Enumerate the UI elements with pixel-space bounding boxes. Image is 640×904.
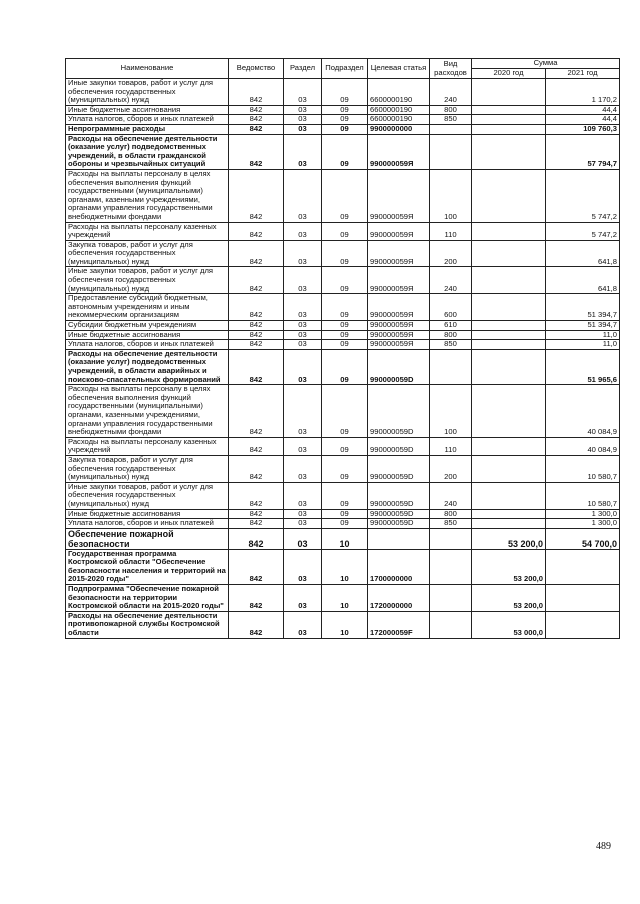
row-subsection: 09	[322, 240, 368, 267]
row-dept: 842	[229, 585, 284, 612]
row-subsection: 09	[322, 385, 368, 438]
row-target: 6600000190	[368, 105, 430, 115]
row-section: 03	[284, 437, 322, 455]
table-row	[66, 549, 620, 584]
row-dept: 842	[229, 222, 284, 240]
row-sum-2021: 51 394,7	[546, 294, 620, 321]
header-name: Наименование	[66, 59, 229, 79]
row-subsection: 09	[322, 134, 368, 169]
row-name: Иные бюджетные ассигнования	[66, 509, 229, 519]
row-type	[430, 528, 472, 549]
row-sum-2020	[472, 105, 546, 115]
table-row	[66, 124, 620, 134]
table-row	[66, 169, 620, 222]
row-type: 110	[430, 437, 472, 455]
row-sum-2021: 51 965,6	[546, 349, 620, 384]
row-subsection: 09	[322, 79, 368, 106]
row-sum-2020: 53 200,0	[472, 528, 546, 549]
row-sum-2020	[472, 124, 546, 134]
row-target: 990000059Я	[368, 134, 430, 169]
row-section: 03	[284, 330, 322, 340]
row-target: 990000059Я	[368, 267, 430, 294]
row-name: Подпрограмма "Обеспечение пожарной безопасности на территории Костромской области на 2015-2020 годы"	[66, 585, 229, 612]
table-row	[66, 455, 620, 482]
row-section: 03	[284, 611, 322, 638]
table-row	[66, 611, 620, 638]
header-2020: 2020 год	[472, 69, 546, 79]
row-sum-2021: 10 580,7	[546, 482, 620, 509]
row-sum-2020	[472, 321, 546, 331]
row-target: 990000059D	[368, 509, 430, 519]
header-type: Вид расходов	[430, 59, 472, 79]
table-row	[66, 294, 620, 321]
header-section: Раздел	[284, 59, 322, 79]
row-subsection: 09	[322, 294, 368, 321]
row-name: Иные закупки товаров, работ и услуг для обеспечения государственных (муниципальных) нужд	[66, 482, 229, 509]
row-target: 1700000000	[368, 549, 430, 584]
row-name: Государственная программа Костромской области "Обеспечение безопасности населения и территорий на 2015-2020 годы"	[66, 549, 229, 584]
row-sum-2020	[472, 455, 546, 482]
row-sum-2021	[546, 585, 620, 612]
row-section: 03	[284, 528, 322, 549]
row-subsection: 10	[322, 549, 368, 584]
row-dept: 842	[229, 349, 284, 384]
row-type: 100	[430, 169, 472, 222]
table-row	[66, 267, 620, 294]
row-section: 03	[284, 585, 322, 612]
row-target: 990000059D	[368, 437, 430, 455]
table-row	[66, 385, 620, 438]
row-target: 1720000000	[368, 585, 430, 612]
row-section: 03	[284, 349, 322, 384]
row-sum-2020	[472, 240, 546, 267]
row-name: Расходы на обеспечение деятельности (оказание услуг) подведомственных учреждений, в области аварийных и поисково-спасательных формирований	[66, 349, 229, 384]
row-name: Уплата налогов, сборов и иных платежей	[66, 115, 229, 125]
row-dept: 842	[229, 169, 284, 222]
row-dept: 842	[229, 437, 284, 455]
row-subsection: 09	[322, 115, 368, 125]
row-sum-2021: 10 580,7	[546, 455, 620, 482]
table-body	[66, 79, 620, 639]
row-dept: 842	[229, 385, 284, 438]
row-subsection: 09	[322, 482, 368, 509]
row-sum-2021: 44,4	[546, 115, 620, 125]
row-section: 03	[284, 267, 322, 294]
row-subsection: 09	[322, 437, 368, 455]
row-target: 9900000000	[368, 124, 430, 134]
table-row	[66, 349, 620, 384]
row-target: 990000059D	[368, 455, 430, 482]
budget-table	[65, 58, 620, 639]
row-dept: 842	[229, 115, 284, 125]
row-sum-2020	[472, 79, 546, 106]
row-target: 990000059D	[368, 385, 430, 438]
row-sum-2021: 1 300,0	[546, 509, 620, 519]
row-dept: 842	[229, 124, 284, 134]
row-sum-2021: 5 747,2	[546, 169, 620, 222]
row-name: Расходы на выплаты персоналу казенных учреждений	[66, 437, 229, 455]
row-sum-2020: 53 200,0	[472, 585, 546, 612]
row-subsection: 10	[322, 585, 368, 612]
row-subsection: 09	[322, 340, 368, 350]
table-row	[66, 509, 620, 519]
row-sum-2021: 44,4	[546, 105, 620, 115]
row-subsection: 09	[322, 519, 368, 529]
row-target: 990000059Я	[368, 240, 430, 267]
row-type	[430, 611, 472, 638]
row-type: 200	[430, 455, 472, 482]
row-name: Уплата налогов, сборов и иных платежей	[66, 519, 229, 529]
row-target: 990000059D	[368, 482, 430, 509]
row-sum-2020	[472, 437, 546, 455]
row-subsection: 09	[322, 124, 368, 134]
table-row	[66, 519, 620, 529]
row-sum-2021: 54 700,0	[546, 528, 620, 549]
row-type: 100	[430, 385, 472, 438]
row-sum-2020	[472, 349, 546, 384]
row-name: Расходы на обеспечение деятельности (оказание услуг) подведомственных учреждений, в области гражданской обороны и чрезвычайных ситуаций	[66, 134, 229, 169]
header-target: Целевая статья	[368, 59, 430, 79]
row-sum-2021: 641,8	[546, 267, 620, 294]
row-subsection: 09	[322, 321, 368, 331]
row-section: 03	[284, 115, 322, 125]
row-section: 03	[284, 169, 322, 222]
row-subsection: 09	[322, 169, 368, 222]
table-row	[66, 105, 620, 115]
row-target: 990000059Я	[368, 169, 430, 222]
table-row	[66, 134, 620, 169]
table-row	[66, 437, 620, 455]
row-subsection: 09	[322, 330, 368, 340]
table-row	[66, 340, 620, 350]
row-type	[430, 124, 472, 134]
row-type: 850	[430, 340, 472, 350]
row-type	[430, 349, 472, 384]
row-sum-2020	[472, 115, 546, 125]
row-subsection: 09	[322, 267, 368, 294]
table-row	[66, 115, 620, 125]
row-sum-2021: 1 170,2	[546, 79, 620, 106]
row-dept: 842	[229, 340, 284, 350]
row-sum-2021: 641,8	[546, 240, 620, 267]
table-header	[66, 59, 620, 79]
row-type: 610	[430, 321, 472, 331]
row-sum-2020	[472, 482, 546, 509]
table-row	[66, 79, 620, 106]
header-subsection: Подраздел	[322, 59, 368, 79]
row-name: Иные закупки товаров, работ и услуг для обеспечения государственных (муниципальных) нужд	[66, 79, 229, 106]
row-target: 6600000190	[368, 115, 430, 125]
row-dept: 842	[229, 105, 284, 115]
row-sum-2020	[472, 134, 546, 169]
row-sum-2021: 11,0	[546, 330, 620, 340]
row-subsection: 10	[322, 611, 368, 638]
row-type: 240	[430, 482, 472, 509]
row-dept: 842	[229, 330, 284, 340]
row-name: Обеспечение пожарной безопасности	[66, 528, 229, 549]
row-sum-2020	[472, 222, 546, 240]
table-row	[66, 321, 620, 331]
row-type: 800	[430, 509, 472, 519]
row-type: 240	[430, 79, 472, 106]
row-subsection: 09	[322, 509, 368, 519]
row-target: 6600000190	[368, 79, 430, 106]
row-type: 850	[430, 519, 472, 529]
row-dept: 842	[229, 321, 284, 331]
row-section: 03	[284, 519, 322, 529]
row-sum-2020	[472, 509, 546, 519]
row-section: 03	[284, 222, 322, 240]
row-sum-2021: 40 084,9	[546, 437, 620, 455]
row-type	[430, 549, 472, 584]
row-section: 03	[284, 105, 322, 115]
row-dept: 842	[229, 240, 284, 267]
table-row	[66, 585, 620, 612]
row-subsection: 09	[322, 455, 368, 482]
row-type: 800	[430, 330, 472, 340]
row-sum-2021: 40 084,9	[546, 385, 620, 438]
row-section: 03	[284, 79, 322, 106]
row-sum-2020	[472, 267, 546, 294]
row-section: 03	[284, 124, 322, 134]
row-dept: 842	[229, 549, 284, 584]
row-dept: 842	[229, 267, 284, 294]
row-target: 990000059Я	[368, 340, 430, 350]
row-section: 03	[284, 455, 322, 482]
row-sum-2021: 1 300,0	[546, 519, 620, 529]
row-type: 200	[430, 240, 472, 267]
row-dept: 842	[229, 294, 284, 321]
row-name: Субсидии бюджетным учреждениям	[66, 321, 229, 331]
row-sum-2021	[546, 611, 620, 638]
row-sum-2021: 51 394,7	[546, 321, 620, 331]
row-section: 03	[284, 549, 322, 584]
row-target: 990000059Я	[368, 321, 430, 331]
row-section: 03	[284, 509, 322, 519]
row-sum-2021	[546, 549, 620, 584]
row-name: Расходы на обеспечение деятельности противопожарной службы Костромской области	[66, 611, 229, 638]
row-target: 990000059Я	[368, 222, 430, 240]
row-dept: 842	[229, 482, 284, 509]
row-target	[368, 528, 430, 549]
row-dept: 842	[229, 519, 284, 529]
row-name: Закупка товаров, работ и услуг для обеспечения государственных (муниципальных) нужд	[66, 240, 229, 267]
row-subsection: 09	[322, 222, 368, 240]
row-sum-2020	[472, 385, 546, 438]
page-number: 489	[596, 841, 611, 852]
row-sum-2021: 5 747,2	[546, 222, 620, 240]
row-dept: 842	[229, 455, 284, 482]
row-dept: 842	[229, 509, 284, 519]
row-section: 03	[284, 321, 322, 331]
row-sum-2020	[472, 294, 546, 321]
row-type	[430, 585, 472, 612]
table-row	[66, 222, 620, 240]
row-section: 03	[284, 482, 322, 509]
header-sum: Сумма	[472, 59, 620, 69]
row-sum-2021: 11,0	[546, 340, 620, 350]
row-section: 03	[284, 294, 322, 321]
row-type: 800	[430, 105, 472, 115]
row-name: Иные бюджетные ассигнования	[66, 105, 229, 115]
row-name: Расходы на выплаты персоналу в целях обеспечения выполнения функций государственными (муниципальными) органами, казенными учреждениями, органами управления государственными внебюджетными фондами	[66, 169, 229, 222]
row-type: 600	[430, 294, 472, 321]
row-target: 172000059F	[368, 611, 430, 638]
row-name: Расходы на выплаты персоналу казенных учреждений	[66, 222, 229, 240]
row-target: 990000059D	[368, 349, 430, 384]
header-dept: Ведомство	[229, 59, 284, 79]
row-target: 990000059D	[368, 519, 430, 529]
row-sum-2020	[472, 169, 546, 222]
row-section: 03	[284, 240, 322, 267]
row-type: 850	[430, 115, 472, 125]
row-name: Закупка товаров, работ и услуг для обеспечения государственных (муниципальных) нужд	[66, 455, 229, 482]
row-name: Непрограммные расходы	[66, 124, 229, 134]
table-row	[66, 240, 620, 267]
row-type: 240	[430, 267, 472, 294]
header-2021: 2021 год	[546, 69, 620, 79]
row-target: 990000059Я	[368, 294, 430, 321]
row-sum-2020: 53 000,0	[472, 611, 546, 638]
row-dept: 842	[229, 611, 284, 638]
row-subsection: 09	[322, 349, 368, 384]
row-target: 990000059Я	[368, 330, 430, 340]
row-sum-2020: 53 200,0	[472, 549, 546, 584]
row-type: 110	[430, 222, 472, 240]
row-name: Иные бюджетные ассигнования	[66, 330, 229, 340]
row-subsection: 09	[322, 105, 368, 115]
row-name: Иные закупки товаров, работ и услуг для обеспечения государственных (муниципальных) нужд	[66, 267, 229, 294]
row-section: 03	[284, 340, 322, 350]
row-sum-2020	[472, 330, 546, 340]
table-row	[66, 528, 620, 549]
row-sum-2020	[472, 340, 546, 350]
table-row	[66, 330, 620, 340]
row-name: Предоставление субсидий бюджетным, автономным учреждениям и иным некоммерческим организациям	[66, 294, 229, 321]
row-type	[430, 134, 472, 169]
row-sum-2021: 109 760,3	[546, 124, 620, 134]
row-subsection: 10	[322, 528, 368, 549]
row-name: Уплата налогов, сборов и иных платежей	[66, 340, 229, 350]
row-sum-2021: 57 794,7	[546, 134, 620, 169]
row-dept: 842	[229, 79, 284, 106]
table-row	[66, 482, 620, 509]
row-section: 03	[284, 385, 322, 438]
row-section: 03	[284, 134, 322, 169]
row-name: Расходы на выплаты персоналу в целях обеспечения выполнения функций государственными (муниципальными) органами, казенными учреждениями, органами управления государственными внебюджетными фондами	[66, 385, 229, 438]
row-dept: 842	[229, 134, 284, 169]
row-dept: 842	[229, 528, 284, 549]
row-sum-2020	[472, 519, 546, 529]
